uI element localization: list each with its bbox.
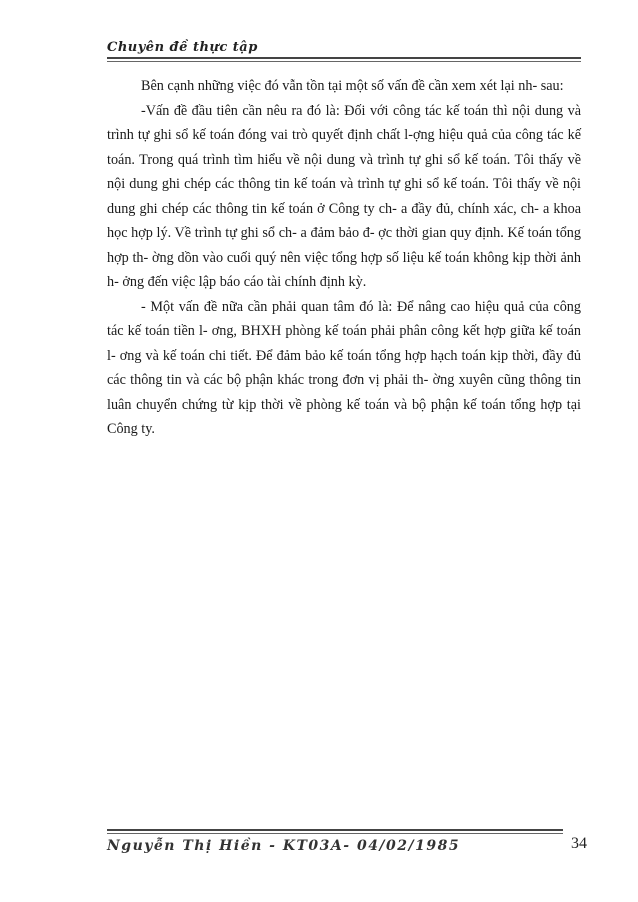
page-number: 34 [571, 835, 587, 852]
footer-author: Nguyễn Thị Hiền - KT03A- 04/02/1985 [107, 838, 461, 854]
header-rule [107, 57, 581, 59]
footer-rule-secondary [107, 833, 563, 834]
page-header [107, 40, 581, 56]
footer-rule [107, 829, 563, 831]
paragraph-issue-two: - Một vấn đề nữa cần phải quan tâm đó là: Để nâng cao hiệu quả của công tác kế toán tiền l- ơng, BHXH phòng kế toán phải phân công kết hợp giữa kế toán l- ơng và kế toán chi tiết. Để đảm bảo kế toán tổng hợp hạch toán kịp thời, đầy đủ các thông tin và các bộ phận khác trong đơn vị phải th- ờng xuyên cũng thông tin luân chuyển chứng từ kịp thời về phòng kế toán và bộ phận kế toán tổng hợp tại Công ty. [107, 298, 581, 437]
document-body [107, 74, 581, 442]
header-rule-secondary [107, 61, 581, 62]
paragraph-issue-one: -Vấn đề đầu tiên cần nêu ra đó là: Đối với công tác kế toán thì nội dung và trình tự ghi sổ kế toán đóng vai trò quyết định chất l-ợng hiệu quả của công tác kế toán. Trong quá trình tìm hiểu về nội dung và trình tự ghi sổ kế toán. Tôi thấy về nội dung ghi chép các thông tin kế toán và trình tự ghi sổ kế toán. Tôi thấy về nội dung ghi chép các thông tin kế toán ở Công ty ch- a đầy đủ, chính xác, ch- a khoa học hợp lý. Về trình tự ghi sổ ch- a đảm bảo đ- ợc thời gian quy định. Kế toán tổng hợp th- ờng dồn vào cuối quý nên việc tổng hợp số liệu kế toán không kịp thời ảnh h- ởng đến việc lập báo cáo tài chính định kỳ. [107, 102, 581, 290]
paragraph-intro: Bên cạnh những việc đó vẫn tồn tại một số vấn đề cần xem xét lại nh- sau: [141, 78, 564, 94]
header-title: Chuyên đề thực tập [107, 40, 258, 55]
